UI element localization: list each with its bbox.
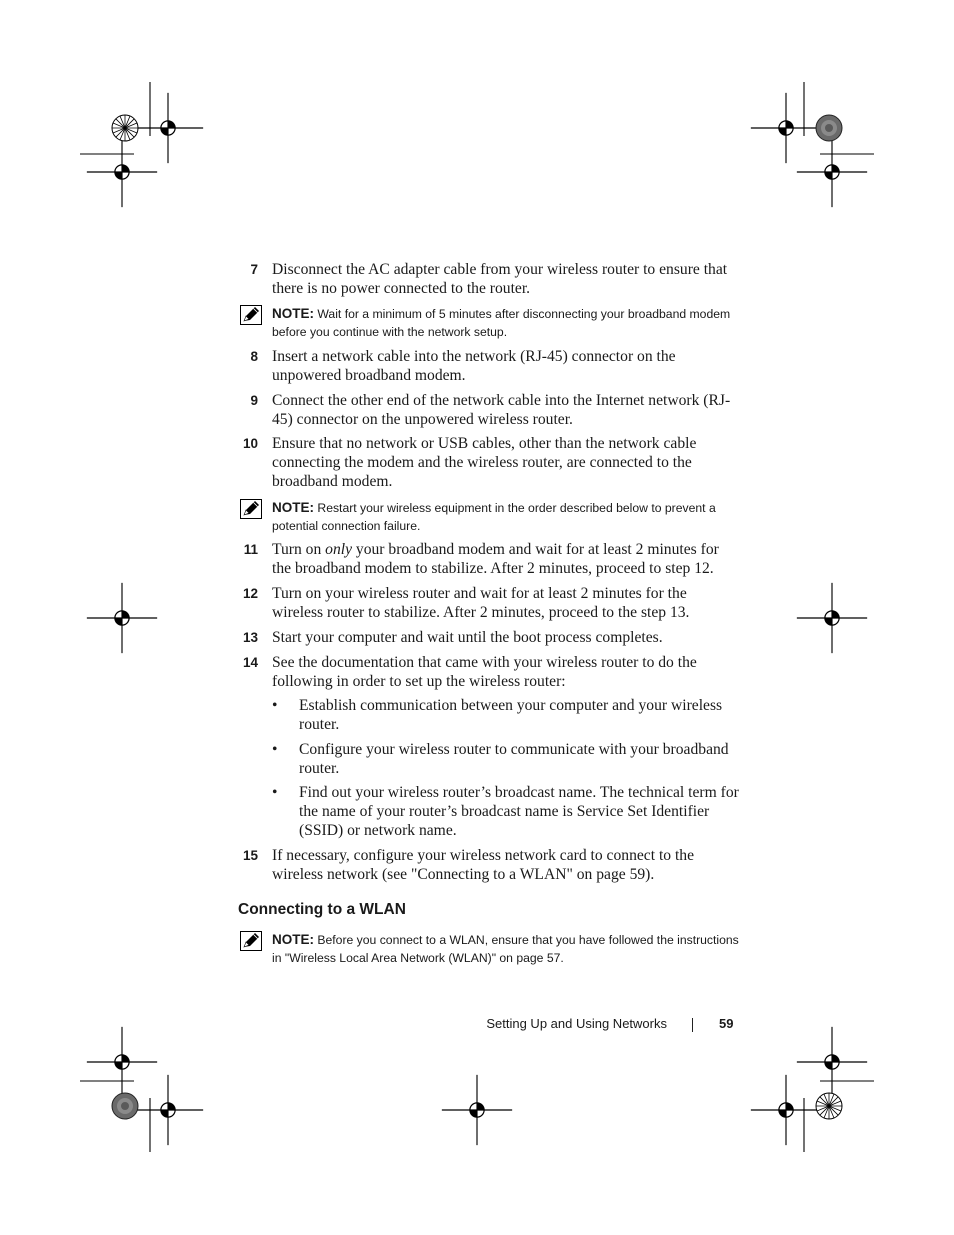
step-item [232, 628, 752, 647]
step-item [232, 846, 752, 884]
step-number: 12 [242, 586, 258, 601]
star-target-icon [813, 1090, 845, 1122]
step-text-emphasis: only [325, 541, 353, 558]
bullet-item [272, 783, 742, 840]
section-heading: Connecting to a WLAN [238, 901, 406, 918]
step-number: 10 [242, 436, 258, 451]
note-label: NOTE: [272, 306, 314, 321]
step-text: If necessary, configure your wireless network card to connect to the wireless network (see "Connecting to a WLAN" on page 59). [272, 847, 695, 883]
step-item [232, 540, 752, 578]
step-number: 13 [242, 630, 258, 645]
star-target-icon [109, 112, 141, 144]
step-number: 14 [242, 655, 258, 670]
step-text-part: your broadband modem and wait for at least 2 minutes for the broadband modem to stabilize. After 2 minutes, proceed to step 12. [272, 541, 719, 577]
note-text: Restart your wireless equipment in the order described below to prevent a potential connection failure. [272, 501, 716, 533]
bullet-text: Configure your wireless router to communicate with your broadband router. [299, 741, 729, 777]
bullet-item [272, 696, 742, 734]
step-number: 7 [250, 262, 258, 277]
note-pencil-icon [240, 931, 262, 951]
note-text: Wait for a minimum of 5 minutes after disconnecting your broadband modem before you continue with the network setup. [272, 307, 731, 339]
step-item [232, 584, 752, 622]
step-item [232, 434, 752, 491]
footer-divider [692, 1018, 693, 1032]
step-item [232, 391, 752, 429]
footer-section-title: Setting Up and Using Networks [486, 1016, 667, 1031]
note-box [240, 931, 740, 967]
color-dot-icon [109, 1090, 141, 1122]
bullet-item [272, 740, 742, 778]
note-body [272, 499, 742, 535]
bullet-mark: • [272, 741, 278, 758]
note-text: Before you connect to a WLAN, ensure that you have followed the instructions in "Wireless Local Area Network (WLAN)" on page 57. [272, 933, 739, 965]
color-dot-icon [813, 112, 845, 144]
step-item [232, 260, 752, 298]
bullet-mark: • [272, 697, 278, 714]
step-number: 8 [250, 349, 258, 364]
step-text: See the documentation that came with your wireless router to do the following in order to set up the wireless router: [272, 654, 697, 690]
step-item [232, 347, 752, 385]
step-text: Insert a network cable into the network (RJ-45) connector on the unpowered broadband modem. [272, 348, 676, 384]
note-box [240, 499, 740, 535]
step-text: Start your computer and wait until the boot process completes. [272, 629, 663, 646]
step-number: 11 [243, 542, 258, 557]
step-text: Connect the other end of the network cable into the Internet network (RJ-45) connector on the unpowered wireless router. [272, 392, 731, 428]
note-label: NOTE: [272, 932, 314, 947]
page-number: 59 [719, 1016, 734, 1031]
step-number: 15 [242, 848, 258, 863]
note-label: NOTE: [272, 500, 314, 515]
note-pencil-icon [240, 305, 262, 325]
step-text: Ensure that no network or USB cables, other than the network cable connecting the modem and the wireless router, are connected to the broadband modem. [272, 435, 697, 490]
step-text-part: Turn on [272, 541, 326, 558]
step-text [272, 540, 736, 578]
note-pencil-icon [240, 499, 262, 519]
step-number: 9 [250, 393, 258, 408]
note-box [240, 305, 740, 341]
bullet-text: Establish communication between your computer and your wireless router. [299, 697, 723, 733]
step-text: Disconnect the AC adapter cable from your wireless router to ensure that there is no power connected to the router. [272, 261, 728, 297]
step-text: Turn on your wireless router and wait for at least 2 minutes for the wireless router to stabilize. After 2 minutes, proceed to the step 13. [272, 585, 690, 621]
note-body [272, 931, 742, 967]
bullet-text: Find out your wireless router’s broadcast name. The technical term for the name of your router’s broadcast name is Service Set Identifier (SSID) or network name. [299, 784, 739, 839]
step-item [232, 653, 752, 691]
bullet-mark: • [272, 784, 278, 801]
note-body [272, 305, 742, 341]
